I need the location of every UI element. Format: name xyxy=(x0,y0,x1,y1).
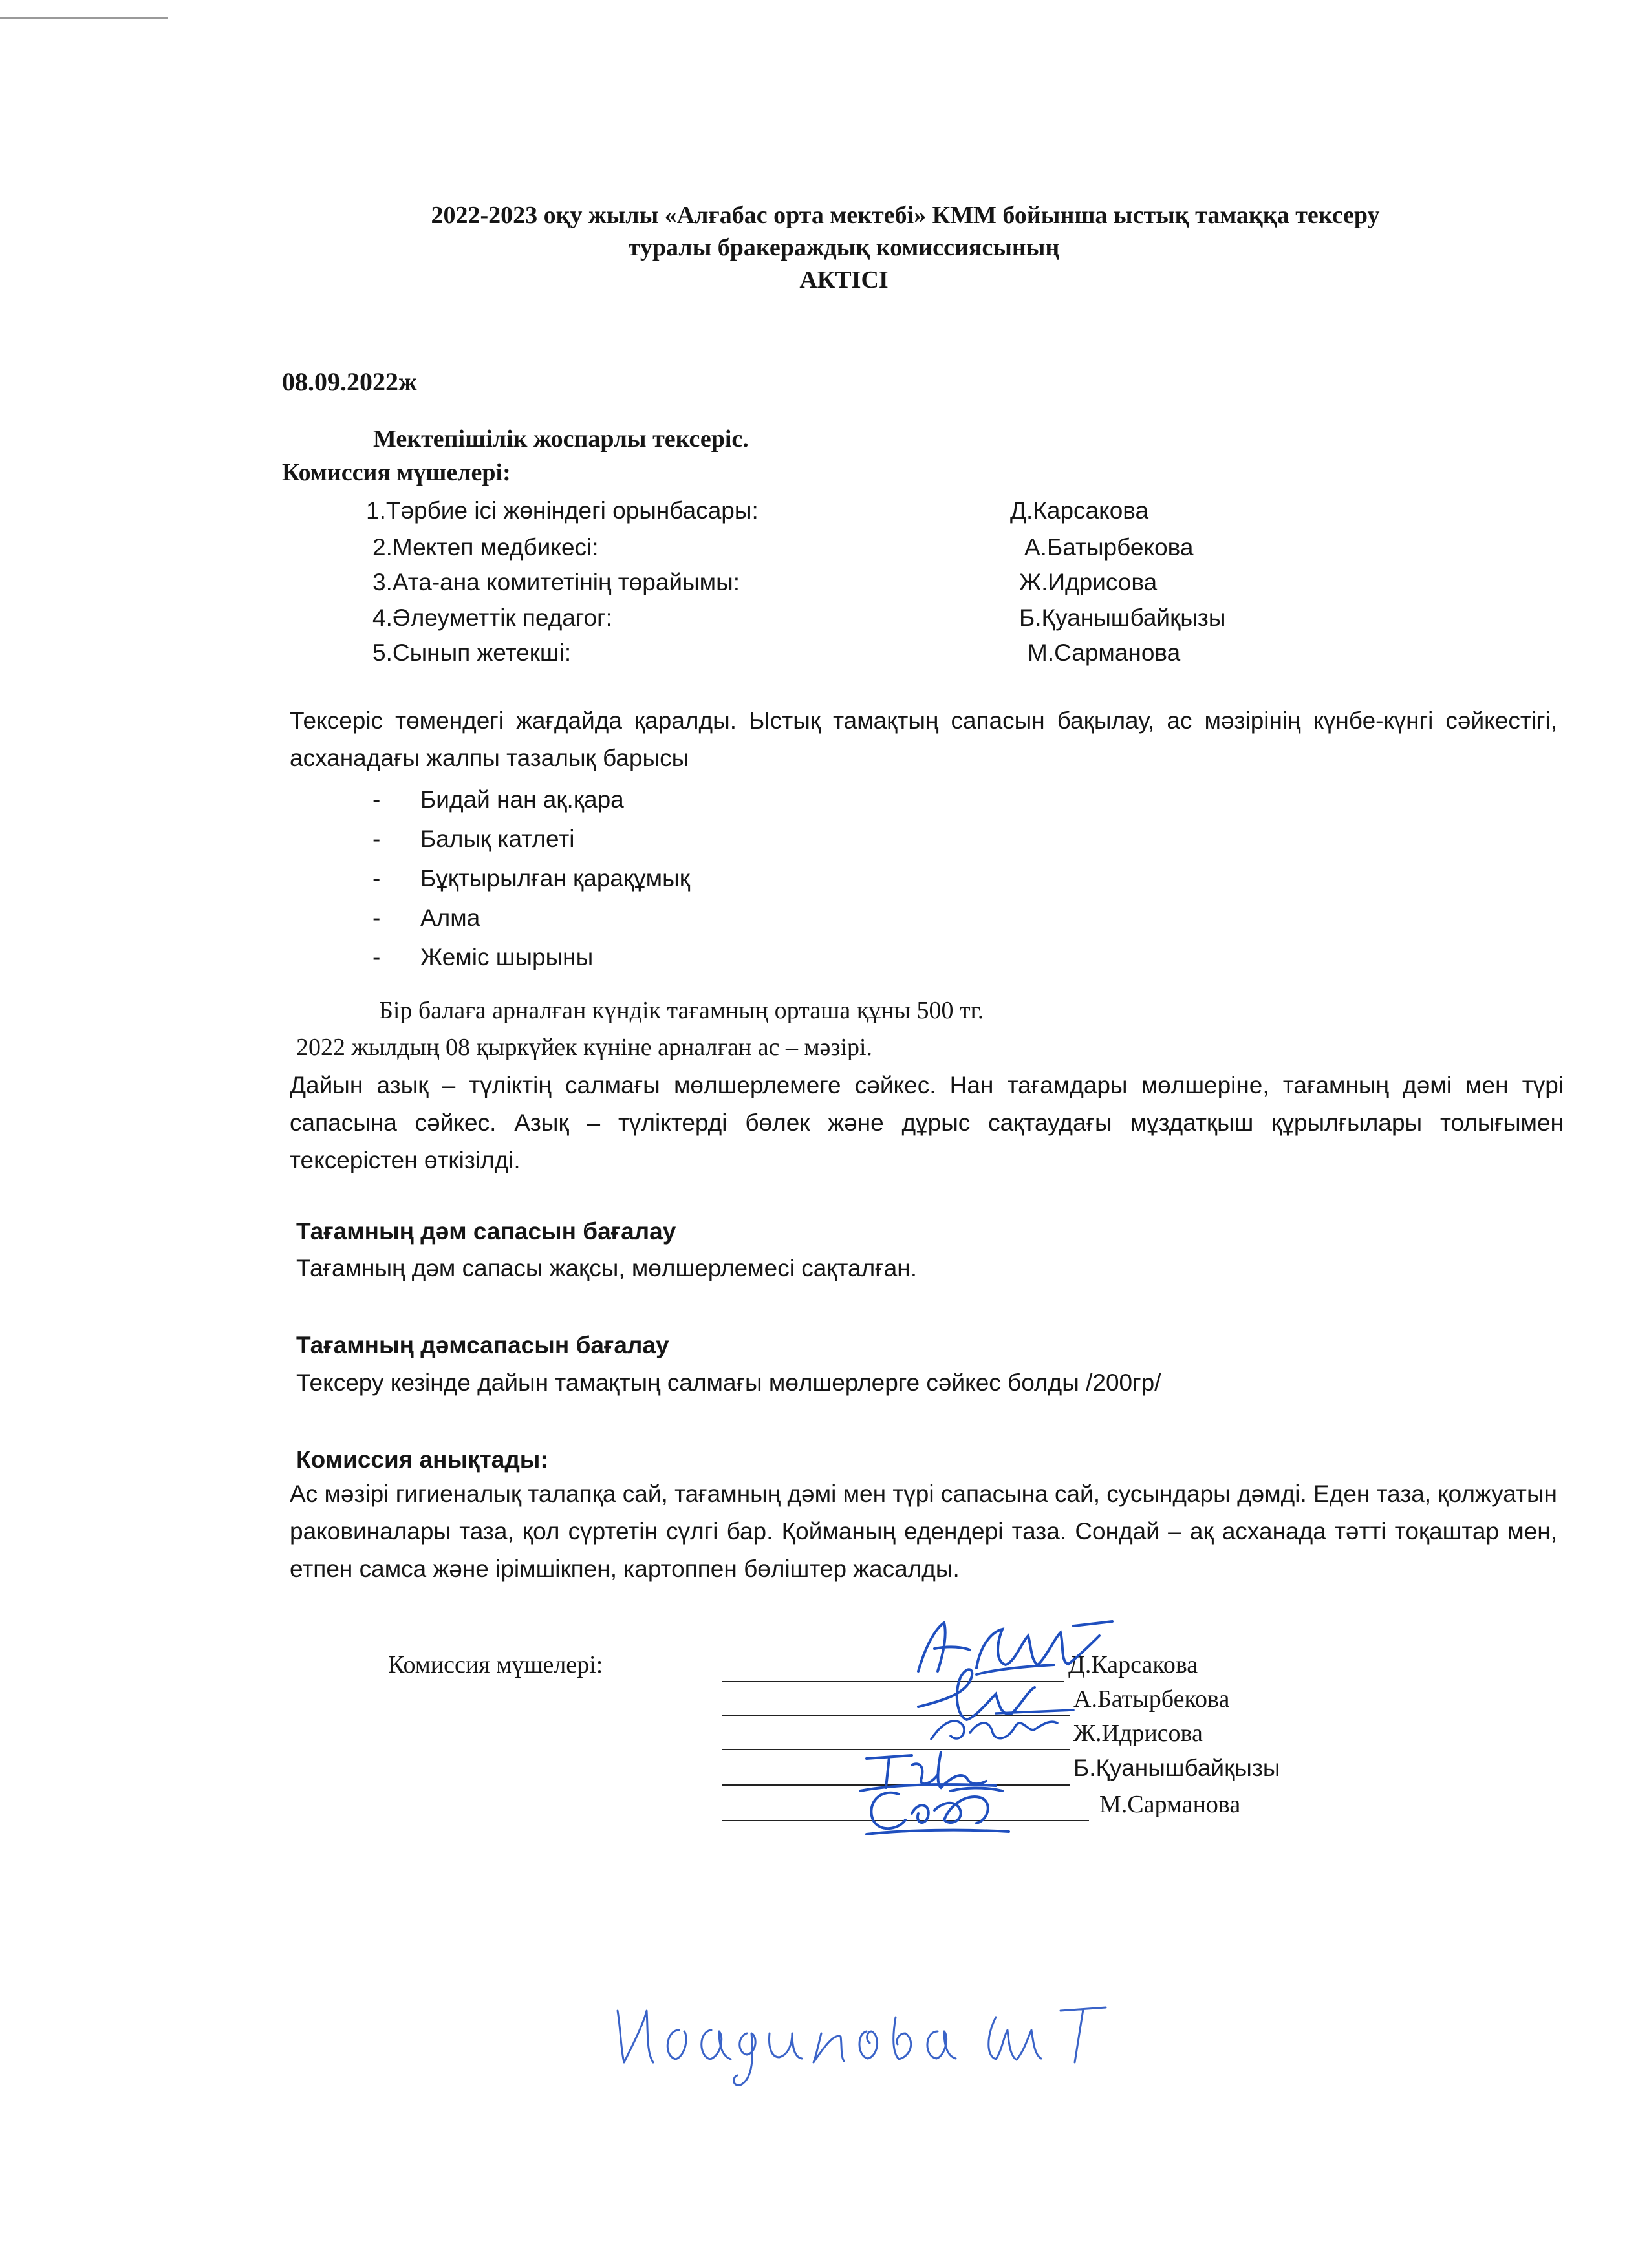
document-title-line-2: туралы бракераждық комиссиясының xyxy=(628,234,1060,261)
signatures-label: Комиссия мүшелері: xyxy=(388,1651,603,1678)
member-role: 5.Сынып жетекші: xyxy=(372,639,572,666)
handwritten-note-text xyxy=(0,0,1,1)
findings-paragraph: Ас мәзірі гигиеналық талапқа сай, тағамның дәмі мен түрі сапасына сай, сусындары дәмді. Еден таза, қолжуатын раковиналары таза, қол сүртетін сүлгі бар. Қойманың едендері таза. Сондай – ақ асханада тәтті тоқаштар мен, етпен самса және ірімшікпен, картоппен бөліштер жасалды. xyxy=(290,1481,1557,1582)
check-paragraph: Дайын азық – түліктің салмағы мөлшерлемеге сәйкес. Нан тағамдары мөлшеріне, тағамның дәмі мен түрі сапасына сәйкес. Азық – түліктерді бөлек және дұрыс сақтаудағы мұздатқыш құрылғылары толығымен тексерістен өткізілді. xyxy=(290,1072,1564,1173)
document-title-line-3: АКТІСІ xyxy=(799,266,889,294)
weight-text: Тексеру кезінде дайын тамақтың салмағы мөлшерлерге сәйкес болды /200гр/ xyxy=(296,1369,1161,1396)
signature-sarmanova xyxy=(854,1775,1022,1846)
bullet: - xyxy=(372,944,381,970)
member-name: Б.Қуанышбайқызы xyxy=(1019,604,1226,631)
signature-name: А.Батырбекова xyxy=(1073,1685,1230,1713)
menu-item: Бидай нан ақ.қара xyxy=(420,786,624,813)
taste-text: Тағамның дәм сапасы жақсы, мөлшерлемесі сақталған. xyxy=(296,1255,917,1281)
document-date: 08.09.2022ж xyxy=(282,367,418,396)
signature-name: М.Сарманова xyxy=(1099,1791,1241,1818)
member-role: 4.Әлеуметтік педагог: xyxy=(372,604,612,631)
bullet: - xyxy=(372,826,381,852)
bullet: - xyxy=(372,865,381,892)
member-name: А.Батырбекова xyxy=(1024,534,1194,561)
findings-heading: Комиссия анықтады: xyxy=(296,1446,548,1473)
member-name: М.Сарманова xyxy=(1028,639,1181,666)
document-title-line-1: 2022-2023 оқу жылы «Алғабас орта мектебі» КММ бойынша ыстық тамаққа тексеру xyxy=(431,202,1380,229)
signature-name: Д.Карсакова xyxy=(1068,1651,1198,1678)
member-role: 2.Мектеп медбикесі: xyxy=(372,534,599,561)
taste-heading: Тағамның дәм сапасын бағалау xyxy=(296,1218,676,1245)
handwritten-note xyxy=(608,1972,1190,2088)
signature-name: Ж.Идрисова xyxy=(1073,1720,1203,1747)
menu-item: Жеміс шырыны xyxy=(420,944,594,970)
signature-name: Б.Қуанышбайқызы xyxy=(1073,1755,1280,1781)
intro-paragraph: Тексеріс төмендегі жағдайда қаралды. Ыстық тамақтың сапасын бақылау, ас мәзірінің күнбе-күнгі сәйкестігі, асханадағы жалпы тазалық барысы xyxy=(290,707,1557,771)
bullet: - xyxy=(372,904,381,931)
menu-item: Алма xyxy=(420,904,480,931)
member-name: Д.Карсакова xyxy=(1010,497,1149,524)
menu-item: Балық катлеті xyxy=(420,826,575,852)
member-name: Ж.Идрисова xyxy=(1019,569,1158,595)
cost-line: Бір балаға арналған күндік тағамның орташа құны 500 тг. xyxy=(379,997,984,1024)
commission-heading: Комиссия мүшелері: xyxy=(282,459,511,486)
menu-item: Бұқтырылған қарақұмық xyxy=(420,865,690,892)
inspection-type: Мектепішілік жоспарлы тексеріс. xyxy=(373,425,749,453)
member-role: 3.Ата-ана комитетінің төрайымы: xyxy=(372,569,740,595)
bullet: - xyxy=(372,786,381,813)
weight-heading: Тағамның дәмсапасын бағалау xyxy=(296,1332,669,1358)
scan-artifact-line xyxy=(0,17,168,19)
menu-date-line: 2022 жылдың 08 қыркүйек күніне арналған ас – мәзірі. xyxy=(296,1034,873,1061)
member-role: 1.Тәрбие ісі жөніндегі орынбасары: xyxy=(366,497,759,524)
